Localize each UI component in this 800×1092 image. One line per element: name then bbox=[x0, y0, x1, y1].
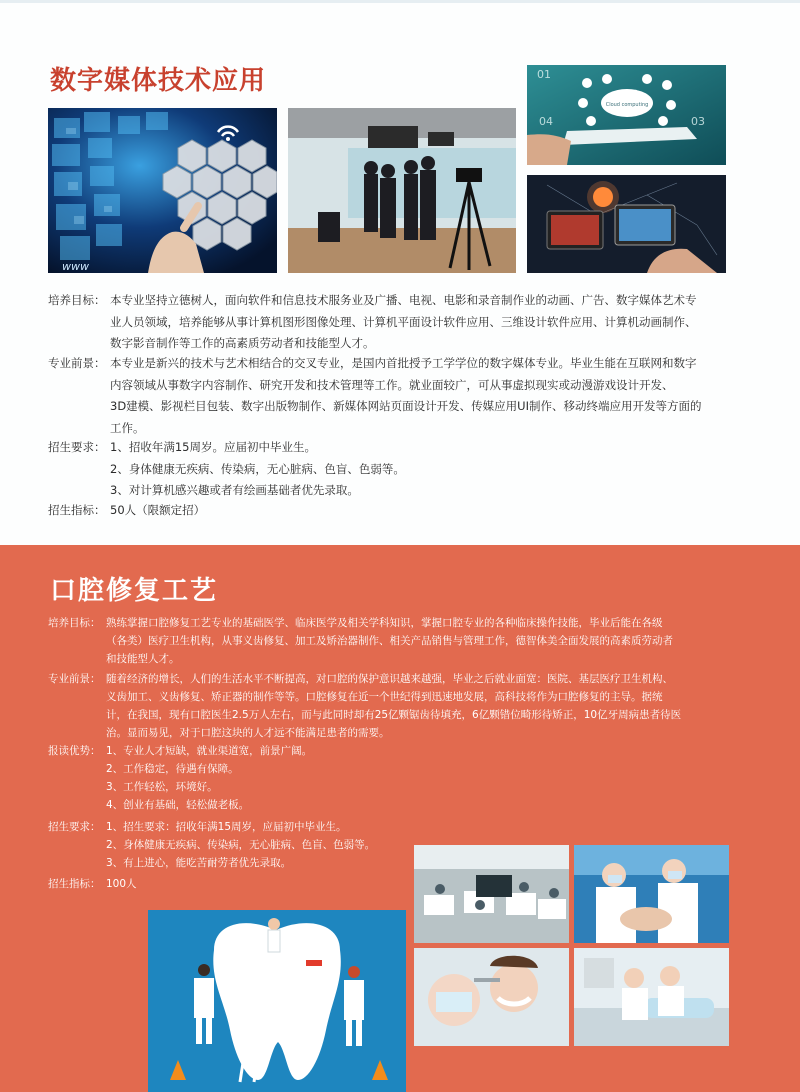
prospect-line: 工作。 bbox=[110, 420, 145, 435]
requirement-line: 3、对计算机感兴趣或者有绘画基础者优先录取。 bbox=[110, 483, 359, 497]
dental-quota-value: 100人 bbox=[106, 878, 137, 890]
prospect-line: 3D建模、影视栏目包装、数字出版物制作、新媒体网站页面设计开发、传媒应用UI制作、移动终端应用开发等方面的 bbox=[110, 399, 702, 413]
photo-dental-surgery bbox=[574, 845, 729, 943]
dental-prospect-line: 随着经济的增长，人们的生活水平不断提高，对口腔的保护意识越来越强，毕业之后就业面宽：医院、基层医疗卫生机构、 bbox=[106, 673, 673, 685]
requirement-line: 1、招收年满15周岁。应届初中毕业生。 bbox=[110, 440, 316, 454]
dental-advantage-line: 4、创业有基础，轻松做老板。 bbox=[106, 799, 250, 811]
tooth-illustration bbox=[148, 910, 406, 1092]
prospect-label: 专业前景： bbox=[48, 356, 106, 370]
dental-advantage-block bbox=[48, 742, 448, 814]
www-watermark: www bbox=[62, 260, 89, 273]
dental-requirement-line: 1、招生要求：招收年满15周岁，应届初中毕业生。 bbox=[106, 821, 347, 833]
quota-value: 50人（限额定招） bbox=[110, 503, 206, 517]
number-01: 01 bbox=[537, 68, 551, 81]
prospect-line: 内容领域从事数字内容制作、研究开发和技术管理等工作。就业面较广，可从事虚拟现实或动漫游戏设计开发、 bbox=[110, 377, 674, 392]
dental-prospect-line: 计，在我国，现有口腔医生2.5万人左右，而与此同时却有25亿颗锯齿待填充，6亿颗错位畸形待矫正，10亿牙周病患者待医 bbox=[106, 709, 682, 721]
photo-media-wall bbox=[48, 108, 277, 273]
photo-dental-lab bbox=[414, 845, 569, 943]
section-title-digital-media: 数字媒体技术应用 bbox=[50, 66, 267, 96]
dental-requirement-block bbox=[48, 818, 408, 872]
dental-training-goal-line: （各类）医疗卫生机构，从事义齿修复、加工及矫治器制作、相关产品销售与管理工作，德智体美全面发展的高素质劳动者 bbox=[106, 635, 673, 647]
training-goal-line: 本专业坚持立德树人，面向软件和信息技术服务业及广播、电视、电影和录音制作业的动画、广告、数字媒体艺术专 bbox=[110, 293, 697, 307]
dental-training-goal-label: 培养目标： bbox=[48, 617, 101, 629]
requirement-label: 招生要求： bbox=[48, 440, 106, 454]
photo-devices-network bbox=[527, 175, 726, 273]
top-rule bbox=[0, 0, 800, 3]
dental-advantage-line: 1、专业人才短缺，就业渠道宽，前景广阔。 bbox=[106, 745, 313, 757]
cloud-computing-label: Cloud computing bbox=[605, 102, 649, 108]
dental-training-goal-line: 和技能型人才。 bbox=[106, 653, 180, 665]
photo-dental-clinic bbox=[574, 948, 729, 1046]
requirement-block bbox=[48, 437, 748, 503]
number-03: 03 bbox=[691, 115, 705, 128]
training-goal-label: 培养目标： bbox=[48, 293, 106, 307]
quota-block bbox=[48, 500, 748, 522]
dental-requirement-label: 招生要求： bbox=[48, 821, 101, 833]
number-04: 04 bbox=[539, 115, 553, 128]
training-goal-block bbox=[48, 290, 748, 356]
dental-prospect-line: 治。显而易见，对于口腔这块的人才远不能满足患者的需要。 bbox=[106, 727, 390, 739]
dental-quota-block bbox=[48, 875, 248, 893]
dental-training-goal-block bbox=[48, 614, 758, 668]
photo-cloud-computing bbox=[527, 65, 726, 165]
dental-training-goal-line: 熟练掌握口腔修复工艺专业的基础医学、临床医学及相关学科知识，掌握口腔专业的各种临床操作技能，毕业后能在各级 bbox=[106, 617, 663, 629]
dental-prospect-block bbox=[48, 670, 758, 742]
dental-requirement-line: 3、有上进心，能吃苦耐劳者优先录取。 bbox=[106, 857, 292, 869]
dental-prospect-label: 专业前景： bbox=[48, 673, 101, 685]
dental-advantage-line: 2、工作稳定，待遇有保障。 bbox=[106, 763, 239, 775]
prospect-line: 本专业是新兴的技术与艺术相结合的交叉专业，是国内首批授予工学学位的数字媒体专业。毕业生能在互联网和数字 bbox=[110, 356, 697, 370]
dental-advantage-label: 报读优势： bbox=[48, 745, 101, 757]
quota-label: 招生指标： bbox=[48, 503, 106, 517]
dental-prospect-line: 义齿加工、义齿修复、矫正器的制作等等。口腔修复在近一个世纪得到迅速地发展，高科技将作为口腔修复的主导。据统 bbox=[106, 691, 663, 703]
photo-dental-check bbox=[414, 948, 569, 1046]
dental-requirement-line: 2、身体健康无疾病、传染病，无心脏病、色盲、色弱等。 bbox=[106, 839, 376, 851]
requirement-line: 2、身体健康无疾病、传染病，无心脏病、色盲、色弱等。 bbox=[110, 461, 405, 476]
dental-quota-label: 招生指标： bbox=[48, 878, 101, 890]
section-title-dental: 口腔修复工艺 bbox=[50, 576, 219, 606]
dental-advantage-line: 3、工作轻松，环境好。 bbox=[106, 781, 218, 793]
training-goal-line: 业人员领域，培养能够从事计算机图形图像处理、计算机平面设计软件应用、三维设计软件应用、计算机动画制作、 bbox=[110, 314, 697, 329]
training-goal-line: 数字影音制作等工作的高素质劳动者和技能型人才。 bbox=[110, 336, 375, 350]
photo-studio bbox=[288, 108, 516, 273]
prospect-block bbox=[48, 353, 748, 441]
